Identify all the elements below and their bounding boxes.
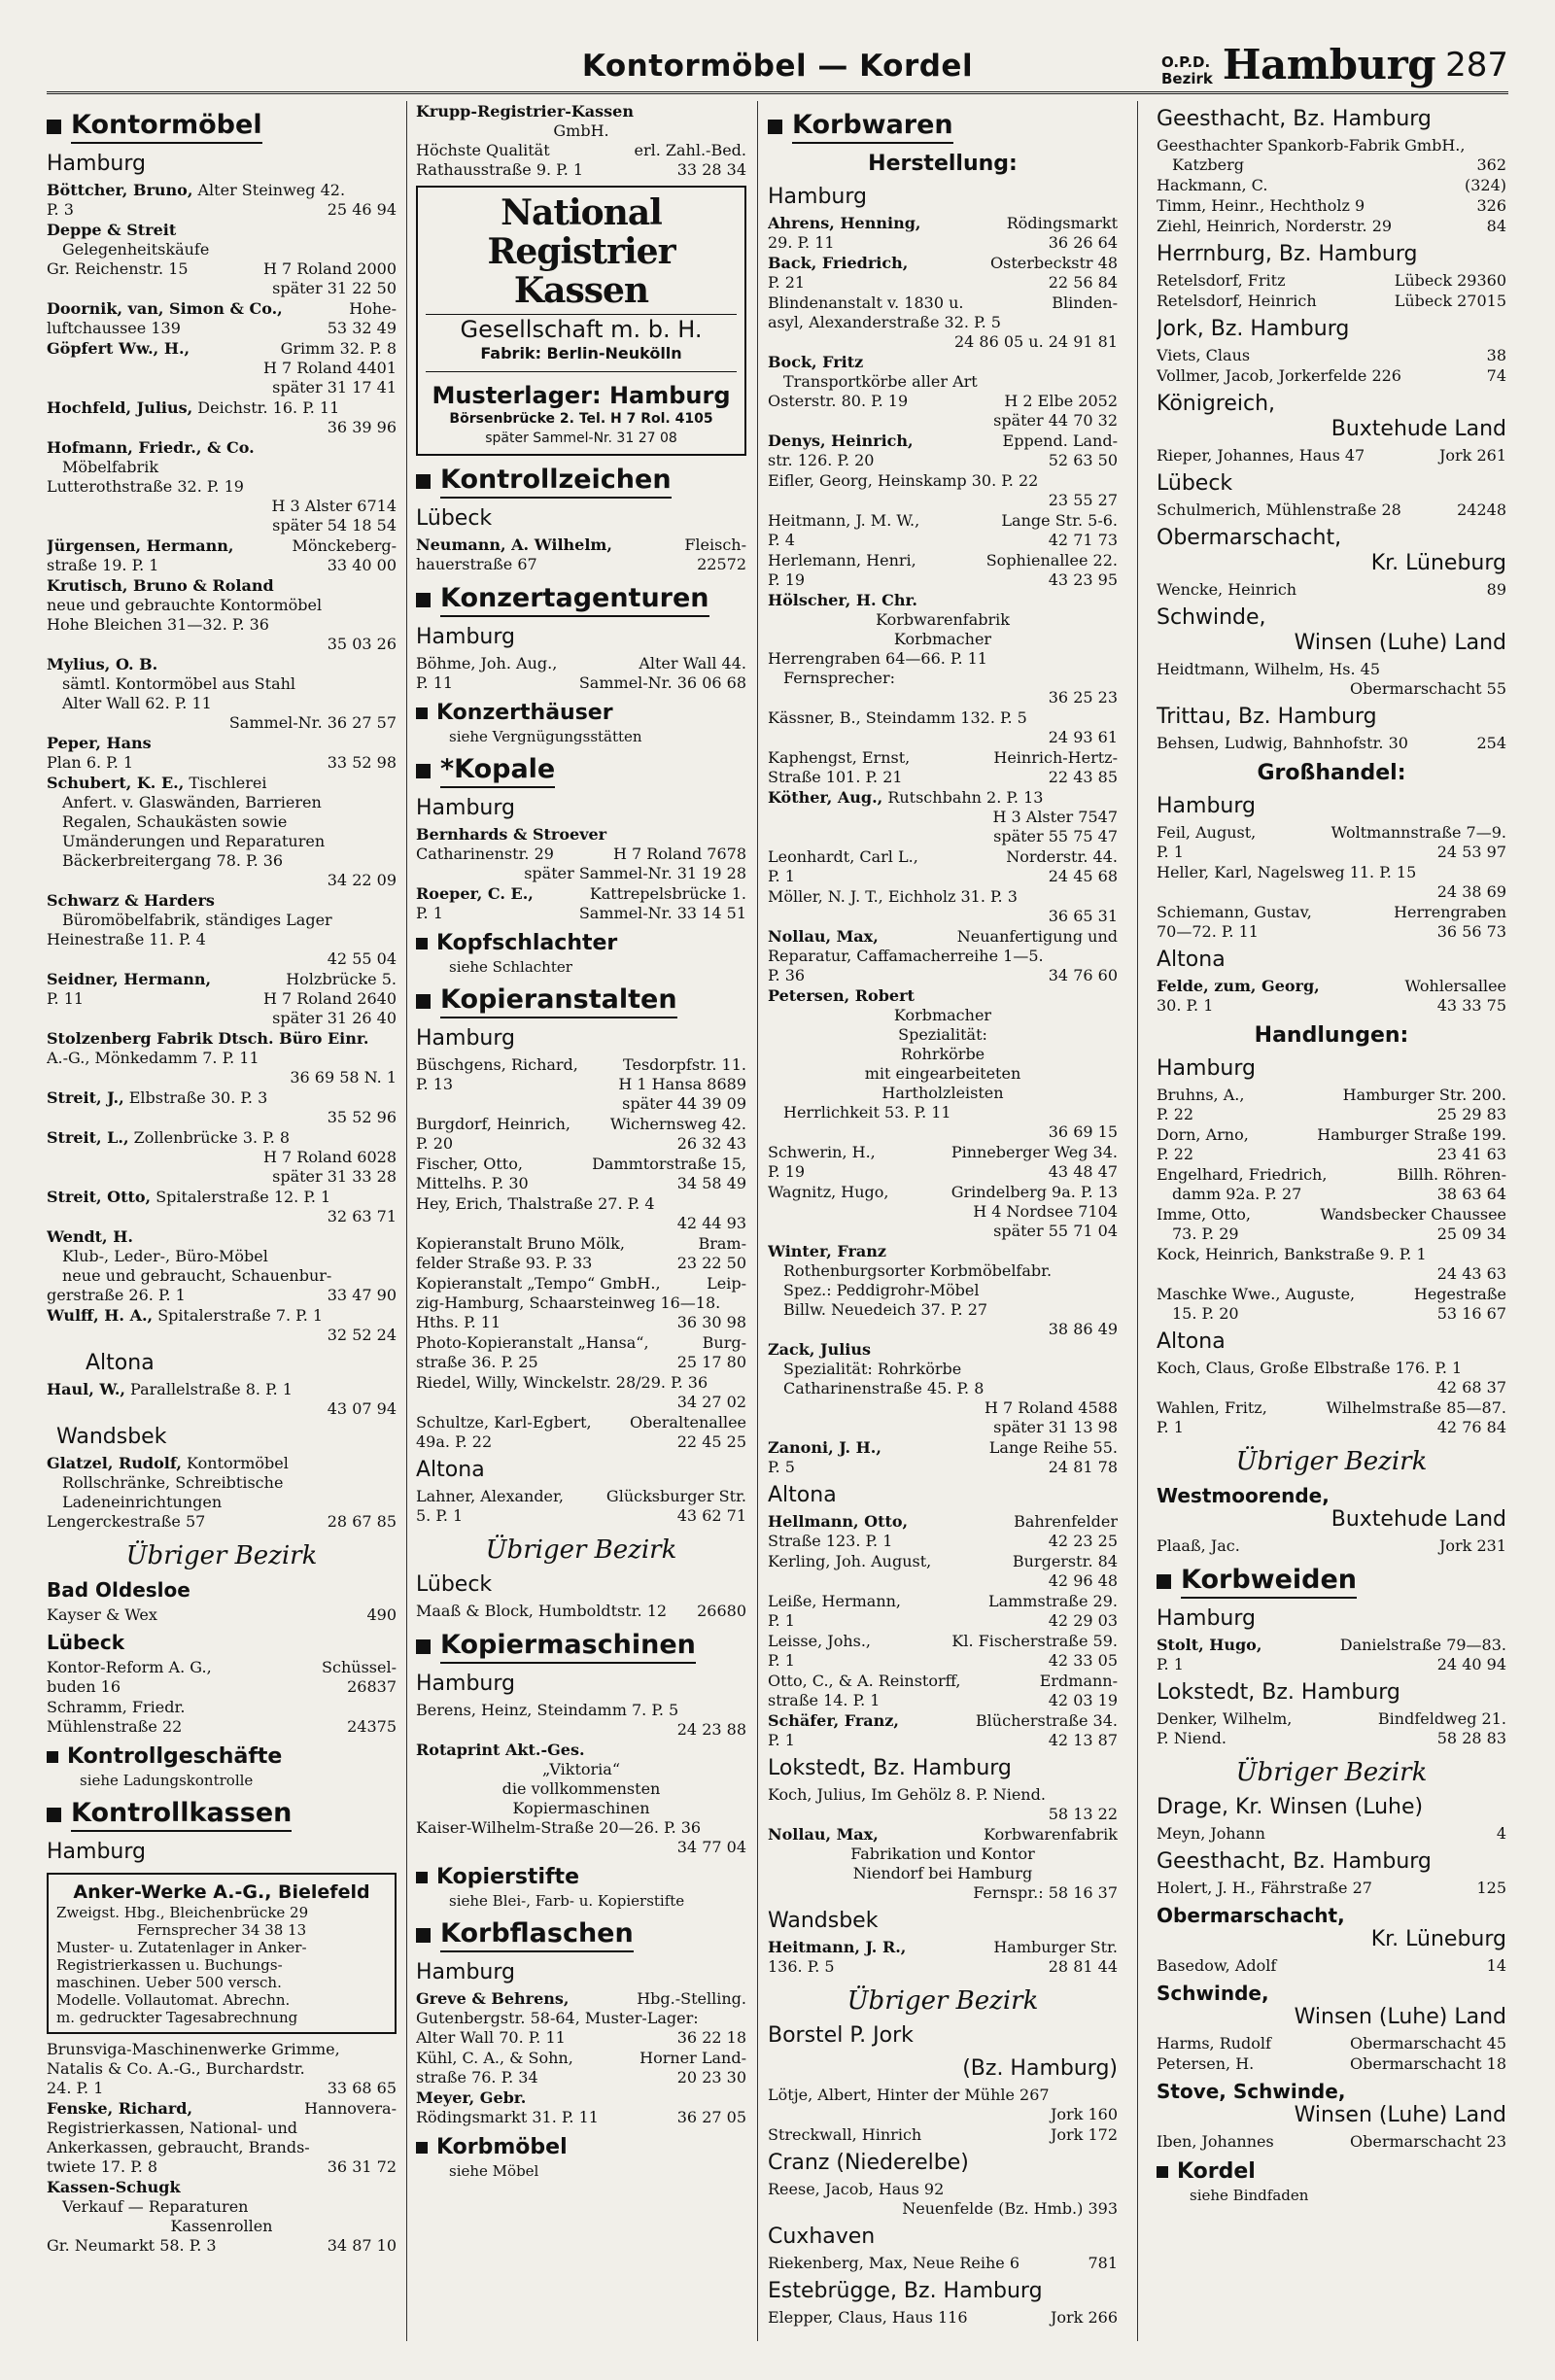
column-3 <box>768 101 1118 2380</box>
list-item: Harms, Rudolf Obermarschacht 45 <box>1157 2034 1506 2052</box>
category-heading: Konzertagenturen <box>416 582 746 617</box>
list-item: Streit, Otto, Spitalerstraße 12. P. 1 32 63 71 <box>47 1188 397 1225</box>
list-item: Rieper, Johannes, Haus 47 Jork 261 <box>1157 446 1506 465</box>
location-heading: Hamburg <box>768 185 867 209</box>
list-item: Lötje, Albert, Hinter der Mühle 267 Jork 160 <box>768 2086 1118 2123</box>
location-heading: Lübeck <box>47 1631 125 1654</box>
cross-reference: siehe Ladungskontrolle <box>80 1772 254 1789</box>
location-heading: Obermarschacht, <box>1157 526 1342 550</box>
list-item: Seidner, Hermann, Holzbrücke 5. P. 11 H 7 Roland 2640 später 31 26 40 <box>47 970 397 1027</box>
square-bullet-icon <box>416 1639 431 1654</box>
square-bullet-icon <box>416 994 431 1009</box>
list-item: Schulmerich, Mühlenstraße 28 24248 <box>1157 500 1506 519</box>
location-heading: Obermarschacht, <box>1157 1904 1345 1927</box>
list-item: Möller, N. J. T., Eichholz 31. P. 3 36 65 31 <box>768 887 1118 925</box>
location-heading: Lübeck <box>1157 471 1233 496</box>
list-item: Back, Friedrich, Osterbeckstr 48 P. 21 22 56 84 <box>768 254 1118 292</box>
list-item: Petersen, Robert Korbmacher Spezialität: Rohrkörbe mit eingearbeiteten Hartholzleisten Herrlichkeit 53. P. 11 36 69 15 <box>768 986 1118 1141</box>
square-bullet-icon <box>47 1751 58 1763</box>
list-item: Kassen-Schugk Verkauf — Reparaturen Kassenrollen Gr. Neumarkt 58. P. 3 34 87 10 <box>47 2178 397 2255</box>
category-heading: Kordel <box>1157 2159 1506 2185</box>
list-item: Berens, Heinz, Steindamm 7. P. 5 24 23 88 <box>416 1701 746 1739</box>
advertisement-box: National Registrier Kassen Gesellschaft m. b. H. Fabrik: Berlin-Neukölln Musterlager: Hamburg Börsenbrücke 2. Tel. H 7 Rol. 4105 später Sammel-Nr. 31 27 08 <box>416 186 746 456</box>
list-item: Otto, C., & A. Reinstorff, Erdmann- straße 14. P. 1 42 03 19 <box>768 1672 1118 1709</box>
list-item: Peper, Hans Plan 6. P. 1 33 52 98 <box>47 734 397 772</box>
list-item: Riekenberg, Max, Neue Reihe 6 781 <box>768 2254 1118 2272</box>
list-item: Böttcher, Bruno, Alter Steinweg 42. P. 3 25 46 94 <box>47 181 397 219</box>
list-item: Geesthachter Spankorb-Fabrik GmbH., Katzberg 362 <box>1157 136 1506 174</box>
location-heading: Hamburg <box>1157 1056 1256 1081</box>
list-item: Heidtmann, Wilhelm, Hs. 45 Obermarschacht 55 <box>1157 660 1506 698</box>
advertisement-box: Anker-Werke A.-G., Bielefeld Zweigst. Hbg., Bleichenbrücke 29 Fernsprecher 34 38 13 Muster- u. Zutatenlager in Anker- Registrierkassen u. Buchungs- maschinen. Ueber 500 versch. Modelle. Vollautomat. Abrechn. m. gedruckter Tagesabrechnung <box>47 1873 397 2034</box>
list-item: Timm, Heinr., Hechtholz 9 326 <box>1157 196 1506 215</box>
list-item: Leisse, Johs., Kl. Fischerstraße 59. P. 1 42 33 05 <box>768 1632 1118 1670</box>
list-item: Koch, Julius, Im Gehölz 8. P. Niend. 58 13 22 <box>768 1785 1118 1823</box>
list-item: Ahrens, Henning, Rödingsmarkt 29. P. 11 36 26 64 <box>768 214 1118 252</box>
list-item: Leiße, Hermann, Lammstraße 29. P. 1 42 29 03 <box>768 1592 1118 1630</box>
location-heading: Westmoorende, <box>1157 1484 1330 1507</box>
square-bullet-icon <box>1157 2166 1168 2178</box>
square-bullet-icon <box>416 2142 428 2154</box>
location-heading: Winsen (Luhe) Land <box>1294 2103 1506 2127</box>
list-item: Wahlen, Fritz, Wilhelmstraße 85—87. P. 1 42 76 84 <box>1157 1398 1506 1436</box>
header-city: Hamburg <box>1222 41 1436 88</box>
location-heading: Herrnburg, Bz. Hamburg <box>1157 242 1418 266</box>
location-heading: Winsen (Luhe) Land <box>1294 631 1506 655</box>
location-heading: Winsen (Luhe) Land <box>1294 2005 1506 2029</box>
list-item: Wendt, H. Klub-, Leder-, Büro-Möbel neue und gebraucht, Schauenbur- gerstraße 26. P. 1 33 47 90 <box>47 1227 397 1304</box>
category-heading: Kopfschlachter <box>416 931 746 956</box>
list-item: Glatzel, Rudolf, Kontormöbel Rollschränke, Schreibtische Ladeneinrichtungen Lengerckestraße 57 28 67 85 <box>47 1454 397 1531</box>
location-heading: Hamburg <box>416 796 515 820</box>
header-bezirk: Bezirk <box>1160 70 1213 87</box>
header-opd: O.P.D. <box>1160 53 1211 71</box>
location-heading: Buxtehude Land <box>1330 417 1506 441</box>
list-item: Bernhards & Stroever Catharinenstr. 29 H 7 Roland 7678 später Sammel-Nr. 31 19 28 <box>416 825 746 882</box>
column-2 <box>416 101 746 2380</box>
location-heading: Wandsbek <box>768 1909 879 1933</box>
list-item: Koch, Claus, Große Elbstraße 176. P. 1 42 68 37 <box>1157 1359 1506 1397</box>
location-heading: Geesthacht, Bz. Hamburg <box>1157 1849 1432 1874</box>
list-item: Büschgens, Richard, Tesdorpfstr. 11. P. 13 H 1 Hansa 8689 später 44 39 09 <box>416 1055 746 1113</box>
category-heading: Korbflaschen <box>416 1917 746 1952</box>
list-item: Behsen, Ludwig, Bahnhofstr. 30 254 <box>1157 734 1506 752</box>
location-heading: Kr. Lüneburg <box>1370 551 1506 575</box>
list-item: Heitmann, J. M. W., Lange Str. 5-6. P. 4 42 71 73 <box>768 511 1118 549</box>
list-item: Kässner, B., Steindamm 132. P. 5 24 93 61 <box>768 708 1118 746</box>
category-heading: Korbwaren <box>768 109 1118 144</box>
list-item: Engelhard, Friedrich, Billh. Röhren- damm 92a. P. 27 38 63 64 <box>1157 1165 1506 1203</box>
square-bullet-icon <box>416 1928 431 1943</box>
list-item: Kock, Heinrich, Bankstraße 9. P. 1 24 43 63 <box>1157 1245 1506 1283</box>
list-item: Felde, zum, Georg, Wohlersallee 30. P. 1 43 33 75 <box>1157 977 1506 1015</box>
cross-reference: siehe Möbel <box>449 2162 539 2180</box>
location-heading: Hamburg <box>416 1026 515 1051</box>
list-item: Wencke, Heinrich 89 <box>1157 580 1506 599</box>
list-item: Kayser & Wex 490 <box>47 1605 397 1624</box>
list-item: Iben, Johannes Obermarschacht 23 <box>1157 2132 1506 2151</box>
list-item: Meyer, Gebr. Rödingsmarkt 31. P. 11 36 27 05 <box>416 2088 746 2126</box>
square-bullet-icon <box>416 938 428 949</box>
category-heading: Kopieranstalten <box>416 983 746 1018</box>
list-item: Viets, Claus 38 <box>1157 346 1506 364</box>
list-item: Rotaprint Akt.-Ges. „Viktoria“ die vollkommensten Kopiermaschinen Kaiser-Wilhelm-Straße 20—26. P. 36 34 77 04 <box>416 1741 746 1856</box>
location-heading: Kr. Lüneburg <box>1370 1927 1506 1951</box>
section-heading: Übriger Bezirk <box>847 1986 1039 2016</box>
list-item: Roeper, C. E., Kattrepelsbrücke 1. P. 1 Sammel-Nr. 33 14 51 <box>416 884 746 922</box>
square-bullet-icon <box>416 707 428 719</box>
column-1 <box>47 101 397 2380</box>
list-item: Fischer, Otto, Dammtorstraße 15, Mittelhs. P. 30 34 58 49 <box>416 1155 746 1192</box>
page-header <box>47 43 1508 94</box>
list-item: Maaß & Block, Humboldtstr. 12 26680 <box>416 1602 746 1620</box>
list-item: Retelsdorf, Fritz Lübeck 29360 <box>1157 271 1506 290</box>
list-item: Hackmann, C. (324) <box>1157 176 1506 194</box>
square-bullet-icon <box>768 120 782 134</box>
location-heading: Bad Oldesloe <box>47 1578 190 1602</box>
location-heading: (Bz. Hamburg) <box>962 2056 1118 2081</box>
location-heading: Altona <box>416 1458 485 1482</box>
list-item: Schramm, Friedr. Mühlenstraße 22 24375 <box>47 1698 397 1736</box>
list-item: Hölscher, H. Chr. Korbwarenfabrik Korbmacher Herrengraben 64—66. P. 11 Fernsprecher: 36 25 23 <box>768 591 1118 707</box>
list-item: Doornik, van, Simon & Co., Hohe- luftchaussee 139 53 32 49 <box>47 299 397 337</box>
list-item: Lahner, Alexander, Glücksburger Str. 5. P. 1 43 62 71 <box>416 1487 746 1525</box>
category-heading: Kontormöbel <box>47 109 397 144</box>
list-item: Neumann, A. Wilhelm, Fleisch- hauerstraße 67 22572 <box>416 535 746 573</box>
location-heading: Trittau, Bz. Hamburg <box>1157 705 1377 729</box>
list-item: Bruhns, A., Hamburger Str. 200. P. 22 25 29 83 <box>1157 1086 1506 1123</box>
list-item: Hofmann, Friedr., & Co. Möbelfabrik Lutterothstraße 32. P. 19 H 3 Alster 6714 später 54 18 54 <box>47 438 397 535</box>
square-bullet-icon <box>47 120 61 134</box>
square-bullet-icon <box>416 593 431 607</box>
cross-reference: siehe Blei-, Farb- u. Kopierstifte <box>449 1892 685 1910</box>
cross-reference: siehe Vergnügungsstätten <box>449 728 642 745</box>
location-heading: Estebrügge, Bz. Hamburg <box>768 2279 1043 2303</box>
list-item: Wulff, H. A., Spitalerstraße 7. P. 1 32 52 24 <box>47 1306 397 1344</box>
list-item: Schwerin, H., Pinneberger Weg 34. P. 19 43 48 47 <box>768 1143 1118 1181</box>
list-item: Holert, J. H., Fährstraße 27 125 <box>1157 1879 1506 1897</box>
list-item: Basedow, Adolf 14 <box>1157 1956 1506 1975</box>
category-heading: *Kopale <box>416 753 746 788</box>
subsection-heading: Großhandel: <box>1257 761 1406 785</box>
category-heading: Kopiermaschinen <box>416 1629 746 1664</box>
location-heading: Buxtehude Land <box>1330 1507 1506 1532</box>
location-heading: Altona <box>1157 948 1226 972</box>
advertisement-title: National Registrier Kassen <box>426 193 737 315</box>
list-item: Ziehl, Heinrich, Norderstr. 29 84 <box>1157 217 1506 235</box>
category-heading: Korbweiden <box>1157 1564 1506 1599</box>
advertisement-title: Anker-Werke A.-G., Bielefeld <box>73 1881 370 1903</box>
location-heading: Wandsbek <box>56 1425 167 1449</box>
list-item: Köther, Aug., Rutschbahn 2. P. 13 H 3 Alster 7547 später 55 75 47 <box>768 788 1118 845</box>
location-heading: Borstel P. Jork <box>768 2023 914 2048</box>
location-heading: Cranz (Niederelbe) <box>768 2151 969 2175</box>
category-heading: Kopierstifte <box>416 1865 746 1890</box>
column-divider <box>406 101 407 2341</box>
location-heading: Hamburg <box>1157 1606 1256 1631</box>
location-heading: Altona <box>86 1351 155 1375</box>
list-item: Krutisch, Bruno & Roland neue und gebrauchte Kontormöbel Hohe Bleichen 31—32. P. 36 35 03 26 <box>47 576 397 653</box>
list-item: Brunsviga-Maschinenwerke Grimme, Natalis & Co. A.-G., Burchardstr. 24. P. 1 33 68 65 <box>47 2040 397 2097</box>
location-heading: Hamburg <box>47 152 146 176</box>
section-heading: Übriger Bezirk <box>1235 1447 1428 1476</box>
section-heading: Übriger Bezirk <box>125 1541 318 1570</box>
category-heading: Konzerthäuser <box>416 701 746 726</box>
cross-reference: siehe Schlachter <box>449 958 572 976</box>
location-heading: Cuxhaven <box>768 2225 876 2249</box>
list-item: Böhme, Joh. Aug., Alter Wall 44. P. 11 Sammel-Nr. 36 06 68 <box>416 654 746 692</box>
list-item: Herlemann, Henri, Sophienallee 22. P. 19 43 23 95 <box>768 551 1118 589</box>
list-item: Krupp-Registrier-Kassen GmbH. Höchste Qualität erl. Zahl.-Bed. Rathausstraße 9. P. 1 33 28 34 <box>416 102 746 179</box>
location-heading: Hamburg <box>416 625 515 649</box>
location-heading: Lokstedt, Bz. Hamburg <box>1157 1680 1400 1705</box>
list-item: Leonhardt, Carl L., Norderstr. 44. P. 1 24 45 68 <box>768 847 1118 885</box>
list-item: Deppe & Streit Gelegenheitskäufe Gr. Reichenstr. 15 H 7 Roland 2000 später 31 22 50 <box>47 221 397 297</box>
location-heading: Schwinde, <box>1157 605 1266 630</box>
list-item: Stolzenberg Fabrik Dtsch. Büro Einr. A.-G., Mönkedamm 7. P. 11 36 69 58 N. 1 <box>47 1029 397 1087</box>
list-item: Göpfert Ww., H., Grimm 32. P. 8 H 7 Roland 4401 später 31 17 41 <box>47 339 397 397</box>
list-item: Kühl, C. A., & Sohn, Horner Land- straße 76. P. 34 20 23 30 <box>416 2049 746 2087</box>
list-item: Reese, Jacob, Haus 92 Neuenfelde (Bz. Hmb.) 393 <box>768 2180 1118 2218</box>
list-item: Kontor-Reform A. G., Schüssel- buden 16 26837 <box>47 1658 397 1696</box>
list-item: Schultze, Karl-Egbert, Oberaltenallee 49a. P. 22 22 45 25 <box>416 1413 746 1451</box>
list-item: Schäfer, Franz, Blücherstraße 34. P. 1 42 13 87 <box>768 1711 1118 1749</box>
list-item: Schubert, K. E., Tischlerei Anfert. v. Glaswänden, Barrieren Regalen, Schaukästen sowie Umänderungen und Reparaturen Bäckerbreitergang 78. P. 36 34 22 09 <box>47 774 397 889</box>
list-item: Zack, Julius Spezialität: Rohrkörbe Catharinenstraße 45. P. 8 H 7 Roland 4588 später 31 13 98 <box>768 1340 1118 1436</box>
list-item: Blindenanstalt v. 1830 u. Blinden- asyl, Alexanderstraße 32. P. 5 24 86 05 u. 24 91 81 <box>768 293 1118 351</box>
page-header-right <box>1161 43 1508 87</box>
list-item: Streit, J., Elbstraße 30. P. 3 35 52 96 <box>47 1088 397 1126</box>
list-item: Burgdorf, Heinrich, Wichernsweg 42. P. 20 26 32 43 <box>416 1115 746 1153</box>
section-heading: Übriger Bezirk <box>485 1535 677 1565</box>
location-heading: Schwinde, <box>1157 1982 1269 2005</box>
list-item: Hey, Erich, Thalstraße 27. P. 4 42 44 93 <box>416 1194 746 1232</box>
list-item: Hellmann, Otto, Bahrenfelder Straße 123. P. 1 42 23 25 <box>768 1512 1118 1550</box>
list-item: Stolt, Hugo, Danielstraße 79—83. P. 1 24 40 94 <box>1157 1636 1506 1673</box>
location-heading: Hamburg <box>1157 794 1256 818</box>
list-item: Eifler, Georg, Heinskamp 30. P. 22 23 55 27 <box>768 471 1118 509</box>
location-heading: Hamburg <box>416 1960 515 1984</box>
location-heading: Lokstedt, Bz. Hamburg <box>768 1756 1012 1780</box>
location-heading: Stove, Schwinde, <box>1157 2080 1346 2103</box>
list-item: Imme, Otto, Wandsbecker Chaussee 73. P. 29 25 09 34 <box>1157 1205 1506 1243</box>
location-heading: Geesthacht, Bz. Hamburg <box>1157 107 1432 131</box>
list-item: Nollau, Max, Korbwarenfabrik Fabrikation und Kontor Niendorf bei Hamburg Fernspr.: 58 16 37 <box>768 1825 1118 1902</box>
column-divider <box>1137 101 1138 2341</box>
location-heading: Altona <box>1157 1329 1226 1354</box>
list-item: Plaaß, Jac. Jork 231 <box>1157 1536 1506 1555</box>
list-item: Schiemann, Gustav, Herrengraben 70—72. P. 11 36 56 73 <box>1157 903 1506 941</box>
location-heading: Drage, Kr. Winsen (Luhe) <box>1157 1795 1424 1819</box>
square-bullet-icon <box>416 1872 428 1883</box>
page-number: 287 <box>1445 46 1508 85</box>
list-item: Kerling, Joh. August, Burgerstr. 84 42 96 48 <box>768 1552 1118 1590</box>
list-item: Retelsdorf, Heinrich Lübeck 27015 <box>1157 292 1506 310</box>
list-item: Heitmann, J. R., Hamburger Str. 136. P. 5 28 81 44 <box>768 1938 1118 1976</box>
list-item: Mylius, O. B. sämtl. Kontormöbel aus Stahl Alter Wall 62. P. 11 Sammel-Nr. 36 27 57 <box>47 655 397 732</box>
list-item: Elepper, Claus, Haus 116 Jork 266 <box>768 2308 1118 2327</box>
list-item: Heller, Karl, Nagelsweg 11. P. 15 24 38 69 <box>1157 863 1506 901</box>
column-4 <box>1157 101 1506 2380</box>
subsection-heading: Handlungen: <box>1254 1023 1409 1048</box>
list-item: Streit, L., Zollenbrücke 3. P. 8 H 7 Roland 6028 später 31 33 28 <box>47 1128 397 1186</box>
list-item: Schwarz & Harders Büromöbelfabrik, ständiges Lager Heinestraße 11. P. 4 42 55 04 <box>47 891 397 968</box>
list-item: Photo-Kopieranstalt „Hansa“, Burg- straße 36. P. 25 25 17 80 <box>416 1333 746 1371</box>
section-heading: Übriger Bezirk <box>1235 1758 1428 1787</box>
square-bullet-icon <box>1157 1574 1171 1589</box>
square-bullet-icon <box>47 1808 61 1822</box>
location-heading: Lübeck <box>416 506 493 531</box>
header-district <box>1161 54 1213 87</box>
category-heading: Kontrollzeichen <box>416 464 746 499</box>
list-item: Nollau, Max, Neuanfertigung und Reparatur, Caffamacherreihe 1—5. P. 36 34 76 60 <box>768 927 1118 984</box>
list-item: Meyn, Johann 4 <box>1157 1824 1506 1843</box>
list-item: Zanoni, J. H., Lange Reihe 55. P. 5 24 81 78 <box>768 1438 1118 1476</box>
list-item: Denys, Heinrich, Eppend. Land- str. 126. P. 20 52 63 50 <box>768 431 1118 469</box>
cross-reference: siehe Bindfaden <box>1190 2187 1309 2204</box>
list-item: Denker, Wilhelm, Bindfeldweg 21. P. Niend. 58 28 83 <box>1157 1709 1506 1747</box>
square-bullet-icon <box>416 764 431 778</box>
list-item: Jürgensen, Hermann, Mönckeberg- straße 19. P. 1 33 40 00 <box>47 536 397 574</box>
list-item: Kaphengst, Ernst, Heinrich-Hertz- Straße 101. P. 21 22 43 85 <box>768 748 1118 786</box>
list-item: Wagnitz, Hugo, Grindelberg 9a. P. 13 H 4 Nordsee 7104 später 55 71 04 <box>768 1183 1118 1240</box>
location-heading: Hamburg <box>416 1672 515 1696</box>
list-item: Kopieranstalt Bruno Mölk, Bram- felder Straße 93. P. 33 23 22 50 <box>416 1234 746 1272</box>
list-item: Vollmer, Jacob, Jorkerfelde 226 74 <box>1157 366 1506 385</box>
list-item: Fenske, Richard, Hannovera- Registrierkassen, National- und Ankerkassen, gebraucht, Brands- twiete 17. P. 8 36 31 72 <box>47 2099 397 2176</box>
square-bullet-icon <box>416 474 431 489</box>
list-item: Kopieranstalt „Tempo“ GmbH., Leip- zig-Hamburg, Schaarsteinweg 16—18. Hths. P. 11 36 30 98 <box>416 1274 746 1331</box>
location-heading: Königreich, <box>1157 392 1276 416</box>
list-item: Petersen, H. Obermarschacht 18 <box>1157 2054 1506 2073</box>
category-heading: Kontrollgeschäfte <box>47 1744 397 1770</box>
page-title: Kontormöbel — Kordel <box>581 49 974 84</box>
list-item: Riedel, Willy, Winckelstr. 28/29. P. 36 34 27 02 <box>416 1373 746 1411</box>
list-item: Greve & Behrens, Hbg.-Stelling. Gutenbergstr. 58-64, Muster-Lager: Alter Wall 70. P. 11 36 22 18 <box>416 1989 746 2047</box>
subsection-heading: Herstellung: <box>868 152 1018 176</box>
list-item: Hochfeld, Julius, Deichstr. 16. P. 11 36 39 96 <box>47 398 397 436</box>
category-heading: Kontrollkassen <box>47 1797 397 1832</box>
list-item: Streckwall, Hinrich Jork 172 <box>768 2125 1118 2144</box>
list-item: Dorn, Arno, Hamburger Straße 199. P. 22 23 41 63 <box>1157 1125 1506 1163</box>
location-heading: Altona <box>768 1483 837 1507</box>
list-item: Winter, Franz Rothenburgsorter Korbmöbelfabr. Spez.: Peddigrohr-Möbel Billw. Neuedeich 37. P. 27 38 86 49 <box>768 1242 1118 1338</box>
list-item: Bock, Fritz Transportkörbe aller Art Osterstr. 80. P. 19 H 2 Elbe 2052 später 44 70 32 <box>768 353 1118 430</box>
location-heading: Jork, Bz. Hamburg <box>1157 317 1350 341</box>
column-divider <box>757 101 758 2341</box>
list-item: Feil, August, Woltmannstraße 7—9. P. 1 24 53 97 <box>1157 823 1506 861</box>
list-item: Haul, W., Parallelstraße 8. P. 1 43 07 94 <box>47 1380 397 1418</box>
location-heading: Lübeck <box>416 1572 493 1597</box>
location-heading: Hamburg <box>47 1840 146 1864</box>
category-heading: Korbmöbel <box>416 2135 746 2160</box>
list-item: Maschke Wwe., Auguste, Hegestraße 15. P. 20 53 16 67 <box>1157 1285 1506 1323</box>
